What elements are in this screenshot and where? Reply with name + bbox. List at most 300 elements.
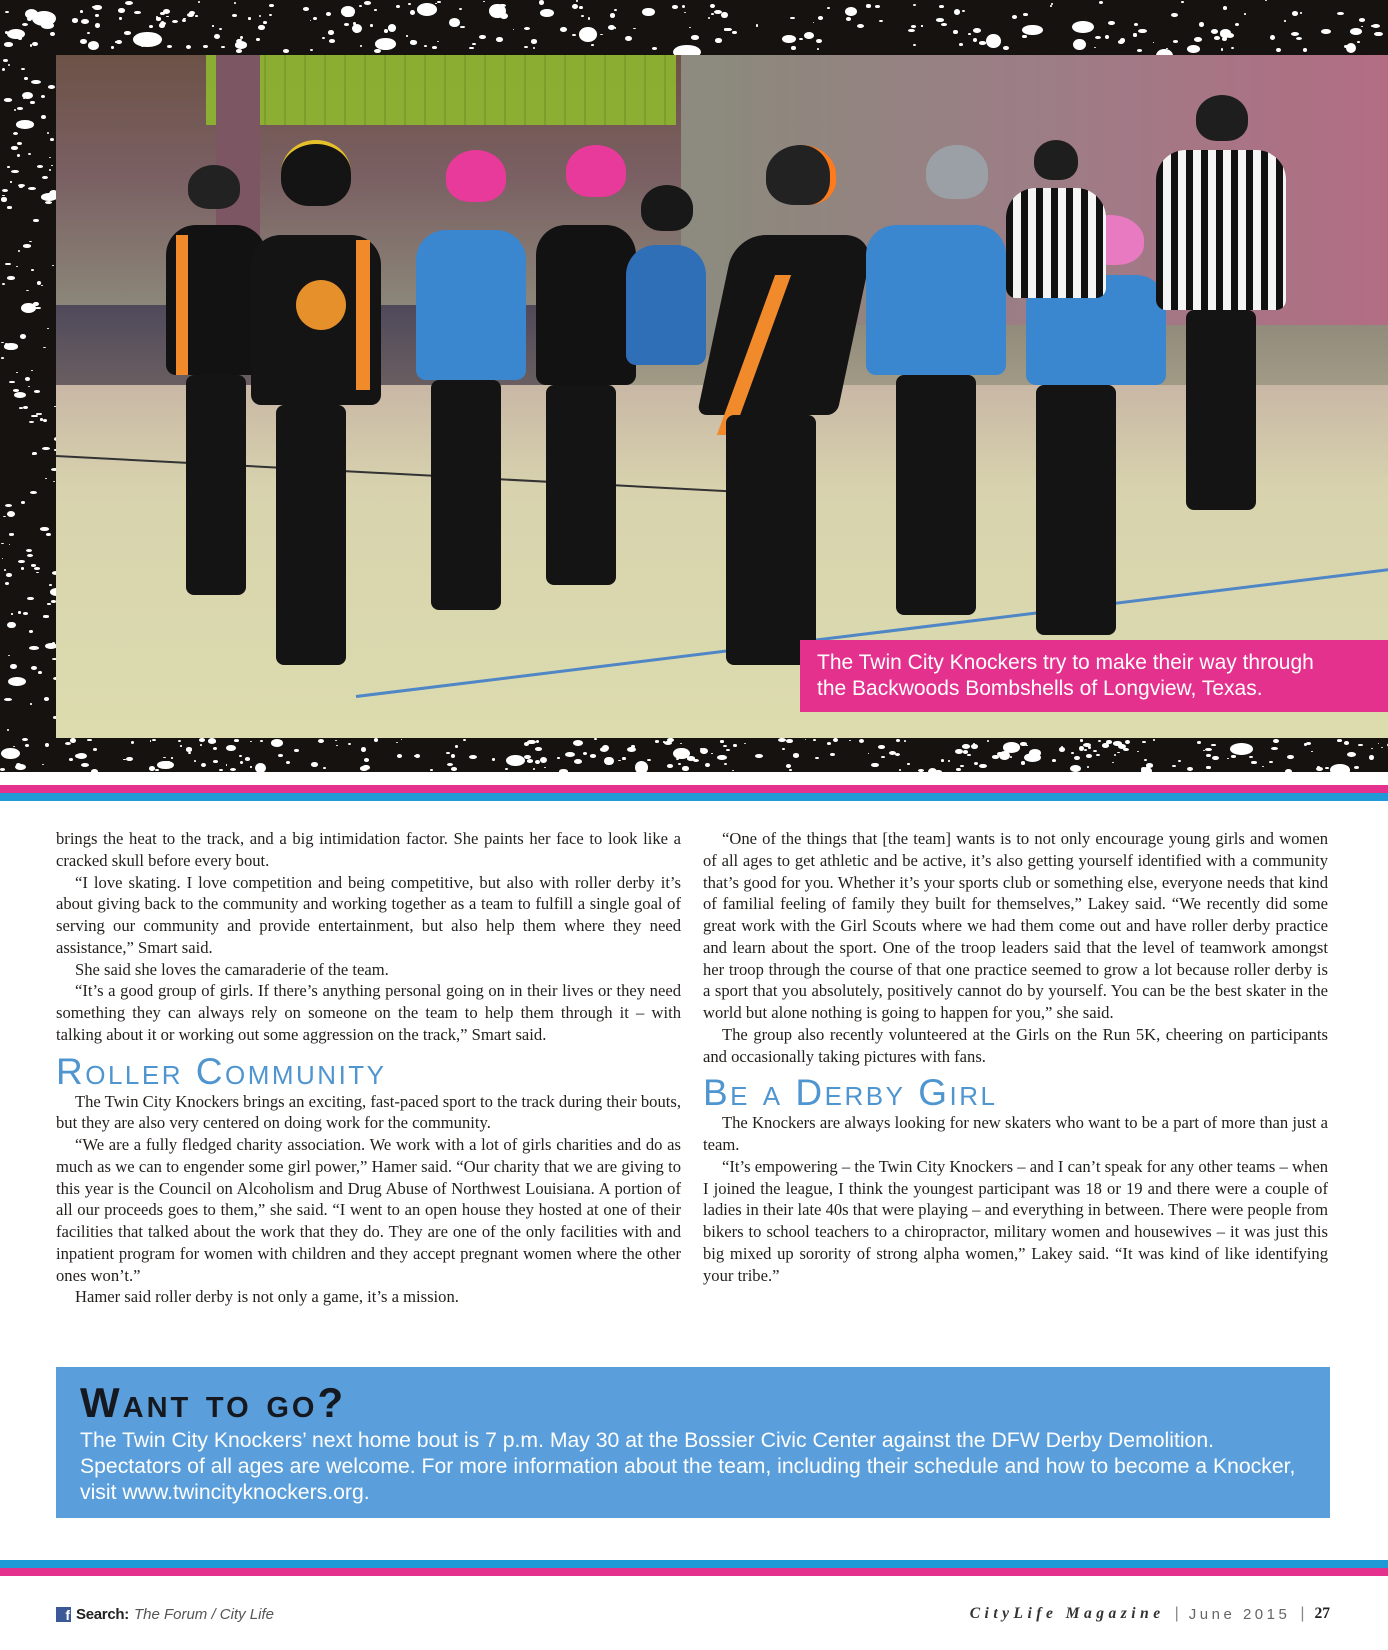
- paint-speck: [52, 265, 54, 266]
- paint-speck: [294, 749, 299, 752]
- paint-speck: [1095, 36, 1102, 40]
- paint-speck: [622, 757, 625, 760]
- paint-speck: [336, 745, 338, 746]
- paint-speck: [406, 35, 409, 37]
- paint-speck: [7, 622, 16, 629]
- paint-speck: [1073, 39, 1086, 50]
- paint-speck: [111, 46, 114, 48]
- paint-speck: [1197, 741, 1201, 745]
- paint-speck: [724, 763, 727, 765]
- paint-speck: [1020, 742, 1026, 746]
- paint-speck: [250, 766, 251, 767]
- paint-speck: [574, 759, 582, 764]
- paint-speck: [799, 38, 804, 40]
- decorative-stripe-pink: [0, 785, 1388, 793]
- article-column-right: [703, 828, 1328, 1286]
- paint-speck: [258, 25, 265, 30]
- paint-speck: [778, 738, 786, 742]
- article-paragraph: brings the heat to the track, and a big intimidation factor. She paints her face to look like a cracked skull before every bout.: [56, 829, 681, 870]
- paint-speck: [21, 68, 25, 70]
- paint-speck: [16, 372, 18, 374]
- paint-speck: [93, 5, 102, 10]
- paint-speck: [0, 768, 5, 771]
- paint-speck: [362, 765, 369, 770]
- paint-speck: [171, 757, 173, 758]
- paint-speck: [313, 17, 318, 21]
- paint-speck: [17, 154, 20, 157]
- paint-speck: [1206, 754, 1211, 757]
- paint-speck: [42, 447, 50, 450]
- paint-speck: [845, 7, 857, 16]
- paint-speck: [635, 761, 648, 772]
- paint-speck: [46, 533, 50, 536]
- paint-speck: [1094, 47, 1097, 49]
- paint-speck: [188, 752, 191, 754]
- paint-speck: [263, 21, 267, 24]
- paint-speck: [33, 302, 39, 307]
- paint-speck: [987, 740, 989, 742]
- paint-speck: [625, 36, 632, 41]
- paint-speck: [1093, 750, 1098, 752]
- paint-speck: [65, 742, 72, 745]
- article-column-left: [56, 828, 681, 1308]
- paint-speck: [725, 28, 732, 32]
- paint-speck: [7, 206, 13, 209]
- paint-speck: [194, 760, 196, 762]
- paint-speck: [7, 29, 25, 39]
- paint-speck: [374, 49, 381, 53]
- paint-speck: [1371, 748, 1373, 749]
- paint-speck: [483, 1, 485, 3]
- paint-speck: [1205, 748, 1212, 751]
- paint-speck: [904, 740, 906, 742]
- paint-speck: [896, 739, 900, 742]
- paint-speck: [203, 45, 208, 48]
- paint-speck: [1321, 29, 1330, 34]
- paint-speck: [954, 9, 960, 15]
- paint-speck: [45, 743, 49, 747]
- paint-speck: [469, 47, 474, 50]
- issue-date: June 2015: [1188, 1605, 1291, 1623]
- paint-speck: [1171, 13, 1178, 18]
- paint-speck: [48, 85, 55, 89]
- paint-speck: [1024, 753, 1041, 762]
- paint-speck: [20, 334, 27, 339]
- paint-speck: [979, 764, 986, 768]
- paint-speck: [269, 14, 272, 16]
- paint-speck: [47, 328, 49, 329]
- paint-speck: [691, 35, 699, 40]
- paint-speck: [815, 757, 819, 759]
- paint-speck: [960, 765, 964, 767]
- paint-speck: [323, 767, 326, 769]
- paint-speck: [1251, 761, 1256, 764]
- paint-speck: [81, 763, 89, 767]
- paint-speck: [576, 0, 579, 1]
- paint-speck: [1276, 48, 1281, 52]
- facebook-icon[interactable]: f: [56, 1607, 71, 1622]
- paint-speck: [424, 45, 427, 47]
- paint-speck: [259, 15, 261, 17]
- paint-speck: [1371, 25, 1374, 27]
- paint-speck: [116, 40, 122, 44]
- paint-speck: [472, 43, 476, 45]
- paint-speck: [344, 23, 349, 26]
- paint-speck: [11, 170, 19, 174]
- paint-speck: [1284, 20, 1287, 21]
- paint-speck: [974, 762, 978, 765]
- section-subhead: Roller Community: [56, 1050, 387, 1092]
- paint-speck: [155, 769, 159, 771]
- paint-speck: [610, 13, 615, 17]
- paint-speck: [81, 19, 89, 24]
- paint-speck: [1285, 769, 1292, 772]
- paint-speck: [540, 757, 547, 764]
- paint-speck: [1003, 46, 1009, 51]
- paint-speck: [167, 45, 172, 48]
- want-to-go-title: Want to go?: [80, 1379, 347, 1426]
- paint-speck: [446, 752, 450, 755]
- paint-speck: [91, 769, 98, 772]
- paint-speck: [941, 759, 945, 762]
- paint-speck: [370, 24, 373, 26]
- paint-speck: [678, 763, 681, 765]
- paint-speck: [22, 23, 28, 26]
- search-label: Search:: [76, 1606, 129, 1623]
- paint-speck: [2, 189, 8, 193]
- roller-derby-photo: [56, 55, 1388, 738]
- paint-speck: [45, 201, 52, 204]
- paint-speck: [352, 24, 362, 34]
- paint-speck: [879, 20, 883, 22]
- paint-speck: [948, 760, 950, 761]
- paint-speck: [1096, 754, 1101, 756]
- paint-speck: [1206, 766, 1210, 768]
- paint-speck: [962, 10, 965, 12]
- paint-speck: [1099, 1, 1103, 4]
- paint-speck: [1137, 751, 1139, 752]
- paint-speck: [214, 34, 220, 39]
- paint-speck: [591, 44, 594, 46]
- paint-speck: [581, 15, 584, 17]
- paint-speck: [186, 45, 191, 49]
- paint-speck: [711, 753, 713, 755]
- paint-speck: [460, 26, 465, 28]
- paint-speck: [4, 698, 12, 702]
- paint-speck: [236, 49, 241, 53]
- paint-speck: [1359, 18, 1365, 22]
- paint-speck: [1071, 752, 1074, 754]
- paint-speck: [11, 613, 14, 614]
- paint-speck: [375, 38, 396, 49]
- paint-speck: [248, 17, 252, 20]
- paint-speck: [25, 744, 29, 747]
- paint-speck: [830, 753, 835, 756]
- decorative-stripe-blue: [0, 793, 1388, 801]
- paint-speck: [513, 29, 514, 30]
- paint-speck: [1325, 767, 1329, 769]
- paint-speck: [1269, 761, 1273, 763]
- paint-speck: [786, 764, 791, 768]
- paint-speck: [1105, 35, 1110, 39]
- paint-speck: [1374, 32, 1383, 37]
- paint-speck: [31, 370, 33, 372]
- paint-speck: [87, 739, 91, 741]
- paint-speck: [51, 165, 53, 167]
- paint-speck: [911, 25, 916, 28]
- paint-speck: [805, 739, 806, 740]
- paint-speck: [913, 44, 916, 46]
- paint-speck: [21, 567, 24, 569]
- paint-speck: [449, 18, 460, 27]
- paint-speck: [360, 45, 363, 47]
- paint-speck: [125, 1, 134, 5]
- paint-speck: [31, 269, 34, 271]
- paint-speck: [278, 754, 283, 758]
- paint-speck: [492, 758, 495, 760]
- paint-speck: [31, 80, 41, 84]
- paint-speck: [451, 754, 455, 758]
- paint-speck: [1337, 739, 1342, 742]
- paint-speck: [907, 763, 909, 764]
- paint-speck: [1112, 762, 1114, 763]
- paint-speck: [1381, 747, 1383, 748]
- paint-speck: [881, 756, 885, 758]
- paint-speck: [1273, 739, 1279, 743]
- paint-speck: [782, 748, 785, 750]
- paint-speck: [42, 764, 44, 765]
- article-paragraph: “It’s empowering – the Twin City Knockers – and I can’t speak for any other teams – when I joined the league, I think the youngest participant was 18 or 19 and there were a couple of ladies in their late 40s that were playing – and everything in between. There were people from bikers to school teachers to a chiropractor, military women and housewives – it was just this big mixed up sorority of strong alpha women,” Lakey said. “It was kind of like identifying your tribe.”: [703, 1156, 1328, 1285]
- paint-speck: [1344, 741, 1349, 745]
- paint-speck: [600, 34, 603, 35]
- paint-speck: [186, 747, 193, 751]
- paint-speck: [1235, 23, 1239, 26]
- paint-speck: [1270, 35, 1275, 40]
- paint-speck: [1, 543, 4, 544]
- paint-speck: [1098, 740, 1101, 743]
- paint-speck: [744, 743, 746, 744]
- paint-speck: [271, 739, 283, 747]
- paint-speck: [7, 166, 11, 168]
- paint-speck: [1227, 758, 1229, 759]
- paint-speck: [1153, 42, 1154, 43]
- paint-speck: [8, 655, 10, 656]
- paint-speck: [34, 390, 40, 393]
- article-paragraph: “We are a fully fledged charity association. We work with a lot of girls charities and do as much as we can to engender some girl power,” Hamer said. “Our charity that we are giving to this year is the Council on Alcoholism and Drug Abuse of Northwest Louisiana. A portion of all our proceeds goes to them,” she said. “I went to an open house they hosted at one of their facilities that talked about the work that they do. They are one of the only facilities with and inpatient program for women with children and they accept pregnant women where the other ones won’t.”: [56, 1135, 681, 1285]
- paint-speck: [374, 738, 379, 742]
- paint-speck: [172, 20, 178, 23]
- paint-speck: [30, 101, 34, 104]
- paint-speck: [13, 132, 18, 135]
- paint-speck: [47, 132, 49, 134]
- paint-speck: [959, 43, 963, 46]
- paint-speck: [41, 115, 46, 119]
- paint-speck: [540, 9, 554, 17]
- article-paragraph: The group also recently volunteered at the Girls on the Run 5K, cheering on participants and occasionally taking pictures with fans.: [703, 1024, 1328, 1066]
- paint-speck: [95, 14, 100, 18]
- paint-speck: [469, 755, 477, 759]
- paint-speck: [26, 290, 29, 291]
- paint-speck: [500, 13, 508, 19]
- paint-speck: [710, 4, 715, 8]
- paint-speck: [1072, 21, 1094, 33]
- paint-speck: [41, 95, 45, 98]
- paint-speck: [269, 4, 274, 7]
- paint-speck: [1357, 41, 1361, 43]
- paint-speck: [1181, 1, 1183, 3]
- paint-speck: [833, 738, 838, 742]
- paint-speck: [47, 603, 51, 604]
- paint-speck: [1346, 43, 1356, 53]
- paint-speck: [1304, 743, 1307, 745]
- paint-speck: [23, 406, 28, 409]
- paint-speck: [531, 39, 538, 43]
- paint-speck: [163, 757, 166, 759]
- paint-speck: [28, 386, 30, 387]
- paint-speck: [43, 615, 48, 617]
- paint-speck: [213, 760, 218, 763]
- paint-speck: [163, 9, 170, 14]
- paint-speck: [14, 109, 16, 111]
- paint-speck: [921, 25, 923, 26]
- article-paragraph: The Knockers are always looking for new skaters who want to be a part of more than just a team.: [703, 1113, 1328, 1154]
- paint-speck: [88, 41, 100, 50]
- paint-speck: [415, 754, 420, 758]
- paint-speck: [126, 757, 132, 761]
- paint-speck: [260, 740, 263, 742]
- paint-speck: [463, 739, 466, 741]
- paint-speck: [37, 165, 43, 168]
- paint-speck: [1079, 746, 1084, 751]
- article-paragraph: The Twin City Knockers brings an exciting, fast-paced sport to the track during their bouts, but they are also very centered on doing work for the community.: [56, 1091, 681, 1133]
- paint-speck: [1287, 755, 1294, 759]
- paint-speck: [182, 19, 186, 22]
- paint-speck: [11, 146, 17, 149]
- paint-speck: [615, 27, 616, 28]
- paint-speck: [565, 752, 574, 757]
- paint-speck: [875, 5, 880, 8]
- paint-speck: [908, 29, 915, 32]
- paint-speck: [732, 770, 734, 771]
- paint-speck: [50, 138, 54, 141]
- paint-speck: [939, 5, 944, 8]
- paint-speck: [255, 763, 266, 772]
- paint-speck: [1102, 743, 1110, 748]
- paint-speck: [19, 186, 23, 188]
- paint-speck: [655, 740, 659, 742]
- paint-speck: [1211, 29, 1218, 34]
- paint-speck: [5, 504, 12, 507]
- paint-speck: [935, 770, 942, 772]
- paint-speck: [1138, 29, 1147, 33]
- paint-speck: [226, 764, 228, 765]
- paint-speck: [868, 753, 870, 754]
- paint-speck: [1231, 755, 1236, 757]
- paint-speck: [782, 35, 795, 43]
- paint-speck: [234, 2, 236, 4]
- paint-speck: [1337, 12, 1344, 16]
- paint-speck: [1187, 45, 1200, 52]
- paint-speck: [1133, 33, 1136, 36]
- paint-speck: [1231, 47, 1234, 49]
- paint-speck: [680, 743, 683, 745]
- paint-speck: [10, 181, 13, 182]
- paint-speck: [149, 25, 153, 28]
- paint-speck: [72, 18, 79, 23]
- page-number: 27: [1314, 1605, 1330, 1622]
- paint-speck: [557, 757, 559, 759]
- paint-speck: [1052, 759, 1057, 762]
- paint-speck: [69, 758, 73, 761]
- paint-speck: [559, 769, 568, 772]
- paint-speck: [955, 749, 963, 754]
- paint-speck: [29, 241, 31, 242]
- caption-line-1: The Twin City Knockers try to make their way through: [817, 651, 1314, 674]
- paint-speck: [711, 13, 714, 15]
- paint-speck: [992, 755, 998, 758]
- article-paragraph: “I love skating. I love competition and being competitive, but also with roller derby it’s about giving back to the community and working together as a team to fulfill a single goal of serving our community and provide entertainment, but also help them where they need assistance,” Smart said.: [56, 872, 681, 957]
- paint-speck: [642, 8, 655, 17]
- paint-speck: [618, 760, 620, 761]
- paint-speck: [7, 729, 9, 731]
- paint-speck: [7, 511, 15, 517]
- paint-speck: [5, 263, 11, 266]
- paint-speck: [1172, 765, 1176, 767]
- paint-speck: [256, 38, 260, 42]
- paint-speck: [1070, 765, 1081, 772]
- paint-speck: [971, 744, 978, 749]
- paint-speck: [221, 46, 225, 48]
- paint-speck: [726, 749, 730, 751]
- paint-speck: [967, 754, 971, 757]
- paint-speck: [40, 527, 48, 530]
- paint-speck: [689, 27, 691, 28]
- paint-speck: [451, 767, 457, 771]
- paint-speck: [1080, 739, 1084, 742]
- paint-speck: [913, 4, 916, 6]
- paint-speck: [813, 22, 814, 23]
- paint-speck: [1, 748, 20, 759]
- paint-speck: [614, 9, 617, 11]
- paint-speck: [720, 740, 725, 742]
- paint-speck: [378, 45, 381, 48]
- paint-speck: [813, 739, 815, 741]
- paint-speck: [410, 40, 417, 44]
- paint-speck: [899, 769, 901, 771]
- paint-speck: [437, 1, 441, 3]
- paint-speck: [335, 740, 337, 742]
- paint-speck: [878, 745, 885, 749]
- paint-speck: [6, 573, 11, 577]
- paint-speck: [1222, 37, 1227, 41]
- paint-speck: [1354, 766, 1359, 769]
- paint-speck: [1358, 744, 1363, 747]
- paint-speck: [941, 23, 947, 26]
- paint-speck: [539, 0, 544, 4]
- paint-speck: [973, 28, 981, 33]
- paint-speck: [232, 14, 237, 17]
- paint-speck: [1123, 748, 1130, 752]
- paint-speck: [1226, 33, 1234, 38]
- paint-speck: [13, 389, 19, 392]
- paint-speck: [310, 20, 311, 21]
- paint-speck: [496, 37, 503, 42]
- paint-speck: [5, 11, 9, 13]
- decorative-stripe-pink: [0, 1568, 1388, 1576]
- paint-speck: [579, 6, 583, 9]
- paint-speck: [1187, 767, 1193, 771]
- paint-speck: [27, 17, 32, 21]
